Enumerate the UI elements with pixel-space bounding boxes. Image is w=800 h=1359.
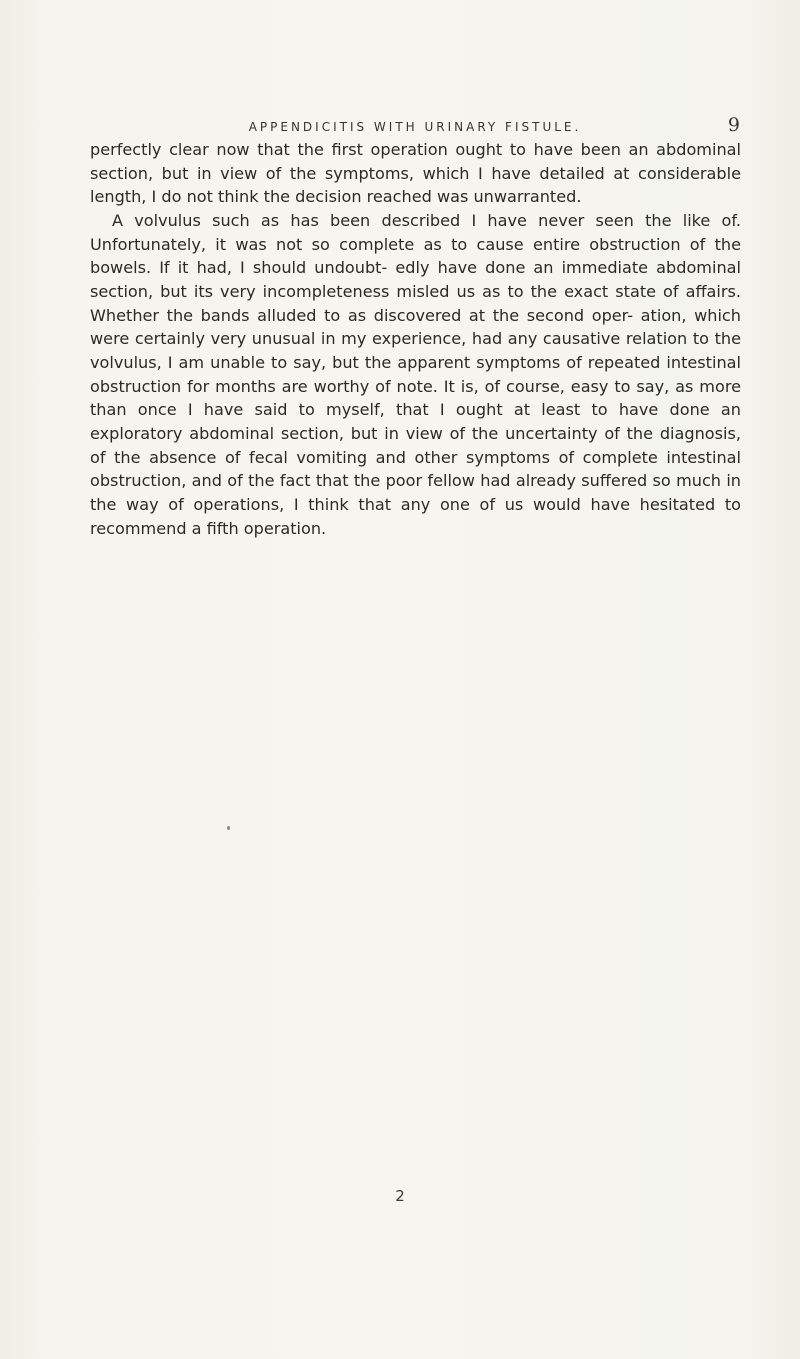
body-text (90, 138, 741, 540)
paragraph-volvulus: A volvulus such as has been described I have never seen the like of. Unfortunately, it was not so complete as to cause entire obstruction of the bowels. If it had, I should undoubt- edly have done an immediate abdominal section, but its very incompleteness misled us as to the exact state of affairs. Whether the bands alluded to as discovered at the second oper- ation, which were certainly very unusual in my experience, had any causative relation to the volvulus, I am unable to say, but the apparent symptoms of repeated intestinal obstruction for months are worthy of note. It is, of course, easy to say, as more than once I have said to myself, that I ought at least to have done an exploratory abdominal section, but in view of the uncertainty of the diagnosis, of the absence of fecal vomiting and other symptoms of complete intestinal obstruction, and of the fact that the poor fellow had already suffered so much in the way of operations, I think that any one of us would have hesitated to recommend a fifth operation. (90, 210, 741, 538)
page-number: 9 (727, 114, 740, 136)
paragraph-continued: perfectly clear now that the first operation ought to have been an abdominal section, but in view of the symptoms, which I have detailed at considerable length, I do not think the decision reached was unwarranted. (90, 140, 741, 207)
signature-mark: 2 (395, 1187, 405, 1205)
running-head (90, 114, 740, 140)
ink-speck (227, 826, 230, 830)
running-title: APPENDICITIS WITH URINARY FISTULE. (248, 120, 582, 134)
